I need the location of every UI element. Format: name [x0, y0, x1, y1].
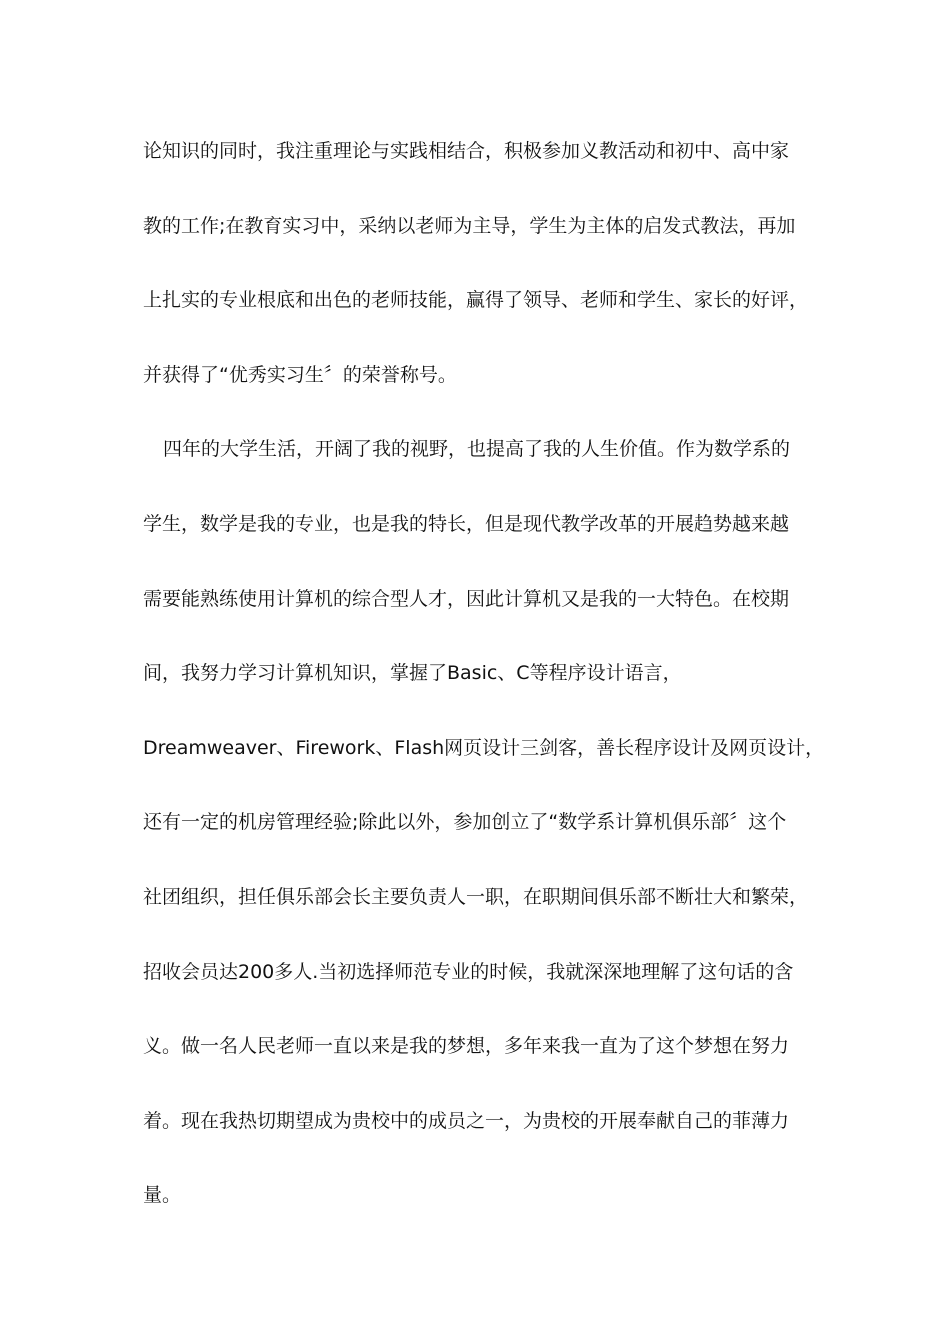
text-line: 还有一定的机房管理经验;除此以外，参加创立了“数学系计算机俱乐部〞这个: [143, 811, 787, 834]
text-line: 义。做一名人民老师一直以来是我的梦想，多年来我一直为了这个梦想在努力: [143, 1035, 790, 1058]
text-line: 着。现在我热切期望成为贵校中的成员之一，为贵校的开展奉献自己的菲薄力: [143, 1109, 790, 1132]
text-line: 论知识的同时，我注重理论与实践相结合，积极参加义教活动和初中、高中家: [143, 140, 790, 162]
text-line: 量。: [143, 1184, 182, 1207]
text-line: 招收会员达200多人.当初选择师范专业的时候，我就深深地理解了这句话的含: [143, 960, 794, 983]
text-line: 间，我努力学习计算机知识，掌握了Basic、C等程序设计语言，: [143, 662, 682, 685]
text-line: 上扎实的专业根底和出色的老师技能，赢得了领导、老师和学生、家长的好评，: [143, 289, 809, 312]
text-line: Dreamweaver、Firework、Flash网页设计三剑客，善长程序设计及网页设计，: [143, 736, 825, 759]
text-line: 社团组织，担任俱乐部会长主要负责人一职，在职期间俱乐部不断壮大和繁荣，: [143, 885, 809, 908]
text-line: 四年的大学生活，开阔了我的视野，也提高了我的人生价值。作为数学系的: [163, 438, 791, 461]
text-line: 需要能熟练使用计算机的综合型人才，因此计算机又是我的一大特色。在校期: [143, 587, 790, 610]
text-line: 并获得了“优秀实习生〞的荣誉称号。: [143, 363, 457, 386]
text-line: 教的工作;在教育实习中，采纳以老师为主导，学生为主体的启发式教法，再加: [143, 214, 796, 237]
text-line: 学生，数学是我的专业，也是我的特长，但是现代教学改革的开展趋势越来越: [143, 512, 790, 535]
body-text: [143, 132, 823, 1251]
